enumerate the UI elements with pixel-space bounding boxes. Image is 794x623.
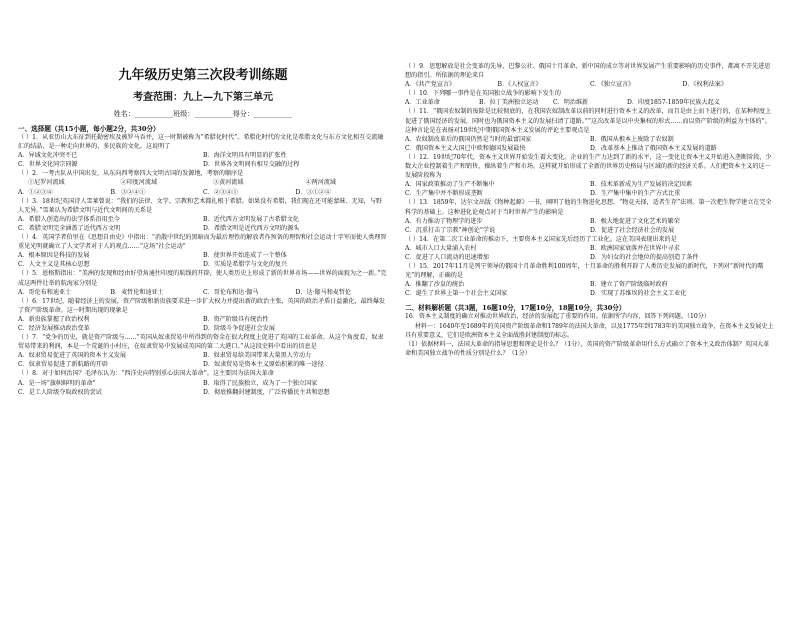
option-b: B．海洋文明具有明显的扩张性: [203, 152, 287, 160]
section-heading-choice: 一、选择题（共15小题，每小题2分，共30分）: [18, 125, 160, 133]
option-b: B．拉丁美洲独立运动: [479, 99, 539, 107]
option-a: A．国家政策推动了生产不断集中: [405, 181, 495, 189]
item-3: ③黄河流域: [213, 179, 244, 187]
option-c: C．哥伦布和达·伽马: [203, 288, 259, 296]
question-8-options-row1: [18, 379, 388, 388]
option-b: B．极大地促进了文化艺术的繁荣: [590, 217, 680, 225]
question-6-options-row1: [18, 315, 388, 324]
question-2-options: [18, 188, 388, 197]
question-7-options-row1: [18, 351, 388, 360]
question-2-items: [18, 178, 388, 187]
option-d: D．实现了苏维埃的社会主义工业化: [590, 290, 687, 298]
question-11-options-row1: [405, 135, 775, 144]
option-a: A．新贵族掌握了政治权利: [18, 315, 90, 323]
item-1: ①尼罗河流域: [28, 179, 65, 187]
option-c: C．②③④①: [203, 188, 239, 196]
option-b: B．取得了民族独立，成为了一个独立国家: [203, 379, 318, 387]
option-c: C．促进了人口流动的迅速增加: [405, 253, 489, 261]
question-9-options: [405, 80, 775, 89]
option-b: B．麦哲伦和迪亚士: [110, 288, 164, 296]
option-c: C．诞生了世界上第一个社会主义国家: [405, 290, 508, 298]
question-11: （ ）11．“俄国农奴制的废除是比较彻底的，在我国农奴制改革以前的同时进行资本主义的改革，而且是由上而下进行的，在某种程度上促进了俄国经济的发展，同时也为俄国资本主义的发展扫清了道路。”“这次改革是以中央集权的形式……而以资产阶级的利益为主体的”。这种言论是在表扬对19世纪中期俄国资本主义发展的评论主要观点是: [405, 108, 772, 134]
question-14-options-row1: [405, 244, 775, 253]
question-8: （ ）8．对于如何治国？毛泽东认为：“西洋史向特别重心法国大革命”。这主要因为法国大革命: [18, 370, 274, 378]
question-1-options-row1: [18, 151, 388, 160]
question-3-options-row1: [18, 215, 388, 224]
option-a: A．①②③④: [18, 188, 53, 196]
option-d: D．《权利法案》: [682, 81, 727, 89]
question-4-options-row1: [18, 251, 388, 260]
question-14: （ ）14．在第二次工业革命的推动下，主要资本主义国家先后经历了工业化。这在美国表现出来的是: [405, 235, 677, 243]
option-d: D．希腊文明是近代西方文明的源头: [203, 224, 300, 232]
question-13-options-row2: [405, 226, 775, 235]
student-info-line: 姓名：___________班级：___________得分：___________: [113, 110, 293, 118]
right-column: [405, 62, 775, 623]
question-13: （ ）13．1859年，达尔文出版《物种起源》一书，阐明了他的生物进化思想。“物竞天择，适者生存”法则。第一次把生物学建立在完全科学的基础上。这种进化论观点对于当时世界产生的影响是: [405, 199, 772, 216]
question-8-options-row2: [18, 388, 388, 397]
option-d: D．彻底推翻封建制度，广泛传播民主共和思想: [203, 388, 330, 396]
option-d: D．实质是希腊学与文化的复兴: [203, 261, 288, 269]
option-c: C．希腊文明完全涵盖了近代西方文明: [18, 224, 121, 232]
option-c: C．是工人阶级夺取政权的尝试: [18, 388, 102, 396]
question-15: （ ）15．2017年11月是列宁领导的俄国十月革命胜利100周年，十月革命的胜利开辟了人类历史发展的新时代，下列对“新时代的曙光”的理解，正确的是: [405, 263, 764, 280]
question-14-options-row2: [405, 253, 775, 262]
option-a: A．奴隶贸易促进了英国的资本主义发展: [18, 352, 126, 360]
question-16-part-1: （1）依据材料一，法国大革命的指导思想和理论是什么？（1分），英国的资产阶级革命用什么方式确立了资本主义政治体制？英国大革命和美国独立战争的性质分别是什么？（1分）: [405, 340, 770, 357]
option-c: C．奴隶贸易促进了新航路的开辟: [18, 361, 108, 369]
section-heading-analysis: 二、材料解析题（共3题，16题10分，17题10分，18题10分，共30分）: [405, 304, 626, 313]
option-c: C．生产集中并不断形成垄断: [405, 190, 483, 198]
option-a: A．希腊人创造出的法学体系沿用至今: [18, 215, 120, 223]
question-1-options-row2: [18, 160, 388, 169]
option-b: B．建立了资产阶级临时政府: [590, 281, 668, 289]
option-a: A．哥伦布和迪亚士: [18, 288, 72, 296]
option-b: B．③②④①: [110, 188, 146, 196]
option-a: A．城市人口大量涌入农村: [405, 244, 477, 252]
question-15-options-row2: [405, 289, 775, 298]
question-12-options-row2: [405, 189, 775, 198]
option-a: A．异域文化冲突不已: [18, 152, 78, 160]
option-d: D．为妇女的社会地位的提高创造了条件: [590, 253, 699, 261]
option-a: A．根本原因是科技的发展: [18, 252, 90, 260]
question-6: （ ）6．17世纪，随着经济上的发展，资产阶级和新贵族要求进一步扩大权力并提出新的政治主张，英国的政治矛盾日益激化，最终爆发了资产阶级革命。这一时期出现的现象是: [18, 297, 386, 314]
question-7: （ ）7．“党争的历史，就是资产阶级与……”英国从奴隶贸易中所得到的资金在很大程度上促进了英国的工业革命。从这个角度看，奴隶贸易带来的利润，本是一个荒诞的小村庄，在奴隶贸易中发展成英国的第二大港口。”从这段史料中看出的信息是: [18, 334, 384, 351]
option-a: A．有力推动了物理学的进步: [405, 217, 483, 225]
option-d: D．阶级斗争促进社会发展: [203, 324, 275, 332]
question-11-options-row2: [405, 144, 775, 153]
option-a: A．《共产党宣言》: [405, 81, 456, 89]
question-13-options-row1: [405, 217, 775, 226]
option-d: D．印度1857-1859年民族大起义: [627, 99, 720, 107]
question-3-options-row2: [18, 224, 388, 233]
option-a: A．推翻了沙皇的统治: [405, 281, 465, 289]
question-1: （ ）1．从亚历山大东征到托勒密埃及被罗马吞并，这一时期被称为“希腊化时代”。希腊化时代的文化是希腊文化与东方文化相互交流融汇的结晶，是一种走向世界的、多民族的文化。这说明了: [18, 134, 384, 151]
question-6-options-row2: [18, 324, 388, 333]
option-b: B．使世界开始连成了一个整体: [203, 252, 287, 260]
question-5-options: [18, 288, 388, 297]
item-2: ②印度河流域: [120, 179, 158, 187]
question-4-options-row2: [18, 260, 388, 269]
option-b: B．《人权宣言》: [497, 81, 542, 89]
option-a: A．工业革命: [405, 99, 440, 107]
question-9: （ ）9．思想解放是社会变革的先导，巴黎公社、俄国十月革命、新中国的成立等对世界发展产生重要影响的历史事件，都离不开先进思想的指引。所依据的理论来自: [405, 63, 771, 80]
option-d: D．奴隶贸易是资本主义原始积累的唯一途径: [203, 361, 324, 369]
option-d: D．改革基本上推动了俄国资本主义发展的道路: [590, 144, 717, 152]
left-column: [18, 0, 388, 561]
option-c: C．明治维新: [553, 99, 589, 107]
option-b: B．俄国从根本上废除了农奴制: [590, 135, 674, 143]
option-d: D．世界各文明间有相互交融的过程: [203, 161, 300, 169]
option-c: C．经济发展推动政治变革: [18, 324, 90, 332]
option-b: B．资产阶级具有统治性: [203, 315, 269, 323]
question-12-options-row1: [405, 180, 775, 189]
option-a: A．农奴制改革后的俄国仍然是当时的最富国家: [405, 135, 532, 143]
page-title: 九年级历史第三次段考训练题: [118, 68, 288, 83]
question-4: （ ）4．英国学者伯里在《思想自由史》中指出：“消散中世纪的黑暗而为最后理性的解放者作预备的理智和社会运动十字军而使人类理智重见光明就确立了人文学者对于人的观点……”这场“社会运动”: [18, 234, 387, 251]
option-c: C．沉重打击了宗教“神创论”学说: [405, 226, 496, 234]
page-subtitle: 考查范围：九上—九下第三单元: [133, 92, 273, 103]
option-d: D．③①②④: [295, 188, 331, 196]
question-3: （ ）3．18世纪英国诗人雪莱曾说：“我们的法律、文学、宗教和艺术都扎根于希腊。如果没有希腊，我们现在还可能蒙昧、无知，与野人无异。”雪莱认为希腊文明与近代文明间的关系是: [18, 197, 383, 214]
option-c: C．《独立宣言》: [590, 81, 635, 89]
question-10: （ ）10．下列哪一事件是在英国独立战争的影响下发生的: [405, 90, 561, 98]
option-d: D．生产集中集中的生产方式比重: [590, 190, 681, 198]
option-d: D．促进了社会经济社会的发展: [590, 226, 675, 234]
question-2: （ ）2．一考古队从中国出发，从东向西考察四大文明古国的发源地，考察的顺序是: [18, 170, 244, 178]
question-10-options: [405, 98, 775, 107]
option-d: D．达·伽马和麦哲伦: [295, 288, 352, 296]
question-12: （ ）12．19世纪70年代，资本主义世界开始发生着大变化。企业的生产力达到了新的水平，这一变化让资本主义开始进入垄断阶段，少数大企业控制着生产和销售，操纵着生产和市场。这样就开始形成了全新的世界历史格局与区域的新的经济关系。人们把资本主义的这一发展阶段称为: [405, 153, 772, 180]
item-4: ④两河流域: [305, 179, 336, 187]
question-16: 16．资本主义制度的确立对推动世界政治、经济的发展起了重要的作用。依据所学内容，回答下列问题。（10分）: [405, 313, 710, 321]
question-5: （ ）5．恩格斯指出：“美洲的发现和经由好望角通往印度的航线的开辟，使人类历史上形成了新的世界市场——世界的面貌为之一新。”完成这两件壮举的航海家分别是: [18, 270, 387, 287]
option-c: C．世界文化同宗同源: [18, 161, 78, 169]
option-a: A．是一场“旗帜鲜明的革命”: [18, 379, 96, 387]
option-b: B．技术革新成为生产发展的决定因素: [590, 181, 692, 189]
option-c: C．俄国资本主义大国已中欧和德国发展最快: [405, 144, 526, 152]
option-b: B．奴隶贸易给美国带来大量黑人劳动力: [203, 352, 312, 360]
option-c: C．人文主义是其核心思想: [18, 261, 90, 269]
option-b: B．欧洲国家衰落并在世界中寻求: [590, 244, 680, 252]
option-b: B．近代西方文明发展了古希腊文化: [203, 215, 299, 223]
question-15-options-row1: [405, 280, 775, 289]
question-7-options-row2: [18, 360, 388, 369]
material-one: 材料一：1640年至1689年的英国资产阶级革命和1789年的法国大革命，以及1775年到1783年的美国独立战争，在资本主义发展史上具有重要意义，它们是欧洲资本主义全面战胜封建制度的标志。: [405, 322, 774, 339]
